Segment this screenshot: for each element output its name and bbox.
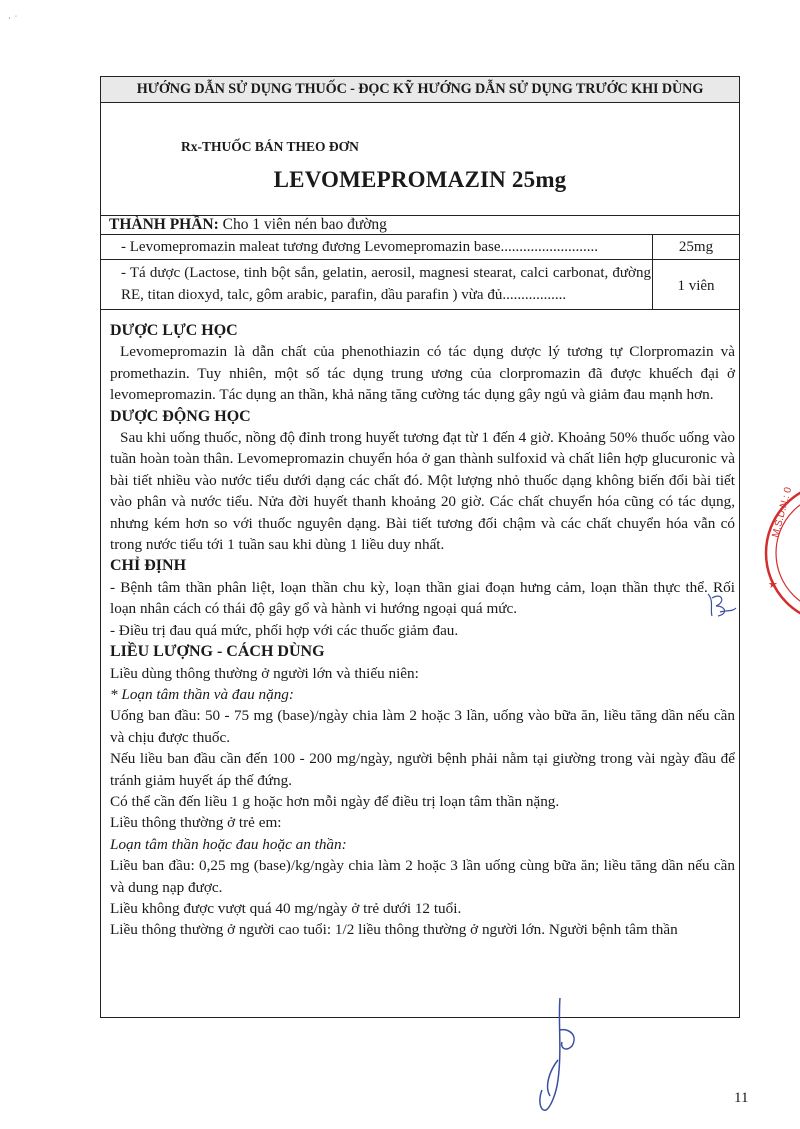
signature [520,990,590,1120]
composition-row-name: - Tá dược (Lactose, tinh bột sắn, gelatin, aerosil, magnesi stearat, calci carbonat, đường RE, titan dioxyd, talc, gôm arabic, parafin, dầu parafin ) vừa đủ................. [121,265,651,303]
composition-row-active [101,235,739,260]
rx-label: Rx-THUỐC BÁN THEO ĐƠN [181,139,359,154]
dosage-paragraph: Liều thông thường ở người cao tuổi: 1/2 liều thông thường ở người lớn. Người bệnh tâm thần [110,921,678,939]
indications-title: CHỈ ĐỊNH [110,557,187,575]
stamp-seal [758,478,800,628]
dosage-paragraph: Liều không được vượt quá 40 mg/ngày ở trẻ dưới 12 tuổi. [110,899,462,917]
dosage-paragraph: Liều dùng thông thường ở người lớn và thiếu niên: [110,664,419,682]
dosage-paragraph: Liều ban đầu: 0,25 mg (base)/kg/ngày chia làm 2 hoặc 3 lần uống cùng bữa ăn; liều tăng dần nếu cần và dung nạp được. [110,857,735,896]
composition-label: THÀNH PHẦN: [109,216,219,233]
drug-name: LEVOMEPROMAZIN 25mg [273,167,567,192]
dosage-title: LIỀU LƯỢNG - CÁCH DÙNG [110,643,325,661]
dosage-paragraph: Nếu liều ban đầu cần đến 100 - 200 mg/ngày, người bệnh phải nằm tại giường trong vài ngày đầu để tránh giảm huyết áp thế đứng. [110,750,735,789]
dosage-paragraph: Liều thông thường ở trẻ em: [110,814,282,832]
indications-line: - Bệnh tâm thần phân liệt, loạn thần chu kỳ, loạn thần giai đoạn hưng cảm, loạn thần thực thể. Rối loạn nhân cách có thái độ gây gổ và hành vi hướng ngoại quá mức. [110,578,735,618]
scan-specks: · ˙ [8,14,18,23]
page-number: 11 [734,1090,749,1106]
dosage-paragraph: Có thể cần đến liều 1 g hoặc hơn mỗi ngày để điều trị loạn tâm thần nặng. [110,792,560,810]
stamp-star-icon: ★ [768,579,778,591]
dosage-paragraph: Uống ban đầu: 50 - 75 mg (base)/ngày chia làm 2 hoặc 3 lần, uống vào bữa ăn, liều tăng dần nếu cần và chịu được thuốc. [110,707,735,746]
pharmacodynamics-title: DƯỢC LỰC HỌC [110,322,238,339]
composition-row-amount: 25mg [652,235,739,259]
initials-mark [700,588,740,622]
indications-line: - Điều trị đau quá mức, phối hợp với các thuốc giảm đau. [110,621,459,639]
composition-subtitle: Cho 1 viên nén bao đường [218,216,387,233]
composition-row-excipients [101,260,739,310]
pharmacokinetics-title: DƯỢC ĐỘNG HỌC [110,407,251,425]
leaflet-body [110,320,735,941]
pharmacokinetics-text: Sau khi uống thuốc, nồng độ đỉnh trong huyết tương đạt từ 1 đến 4 giờ. Khoảng 50% thuốc uống vào tuần hoàn toàn thân. Levomepromazin chuyển hóa ở gan thành sulfoxid và chất liên hợp glucuronic và bài tiết nhiều vào nước tiểu dưới dạng các chất đó. Một lượng nhỏ thuốc dạng không biến đổi bài tiết vào phân và nước tiểu. Nửa đời huyết thanh khoảng 20 giờ. Các chất chuyển hóa cũng có tác dụng, nhưng kém hơn so với thuốc nguyên dạng. Bài tiết tương đối chậm và các chất chuyển hóa vẫn có trong nước tiểu tới 1 tuần sau khi dùng 1 liều duy nhất. [110,429,735,554]
composition-row-name: - Levomepromazin maleat tương đương Levomepromazin base.......................... [121,239,598,255]
pharmacodynamics-text: Levomepromazin là dẫn chất của phenothiazin có tác dụng dược lý tương tự Clorpromazin và promethazin. Tuy nhiên, một số tác dụng trung ương của clorpromazin đã được khuếch đại ở levomepromazin. Tác dụng an thần, khả năng tăng cường tác dụng gây ngủ và giảm đau mạnh hơn. [110,343,735,404]
leaflet-header: HƯỚNG DẪN SỬ DỤNG THUỐC - ĐỌC KỸ HƯỚNG DẪN SỬ DỤNG TRƯỚC KHI DÙNG [101,77,739,103]
composition-row-amount: 1 viên [652,260,739,309]
composition-heading [101,215,739,235]
stamp-text: M.S.D.N.: 0 [770,486,795,539]
dosage-paragraph: Loạn tâm thần hoặc đau hoặc an thần: [110,835,347,853]
dosage-paragraph: * Loạn tâm thần và đau nặng: [110,685,294,703]
